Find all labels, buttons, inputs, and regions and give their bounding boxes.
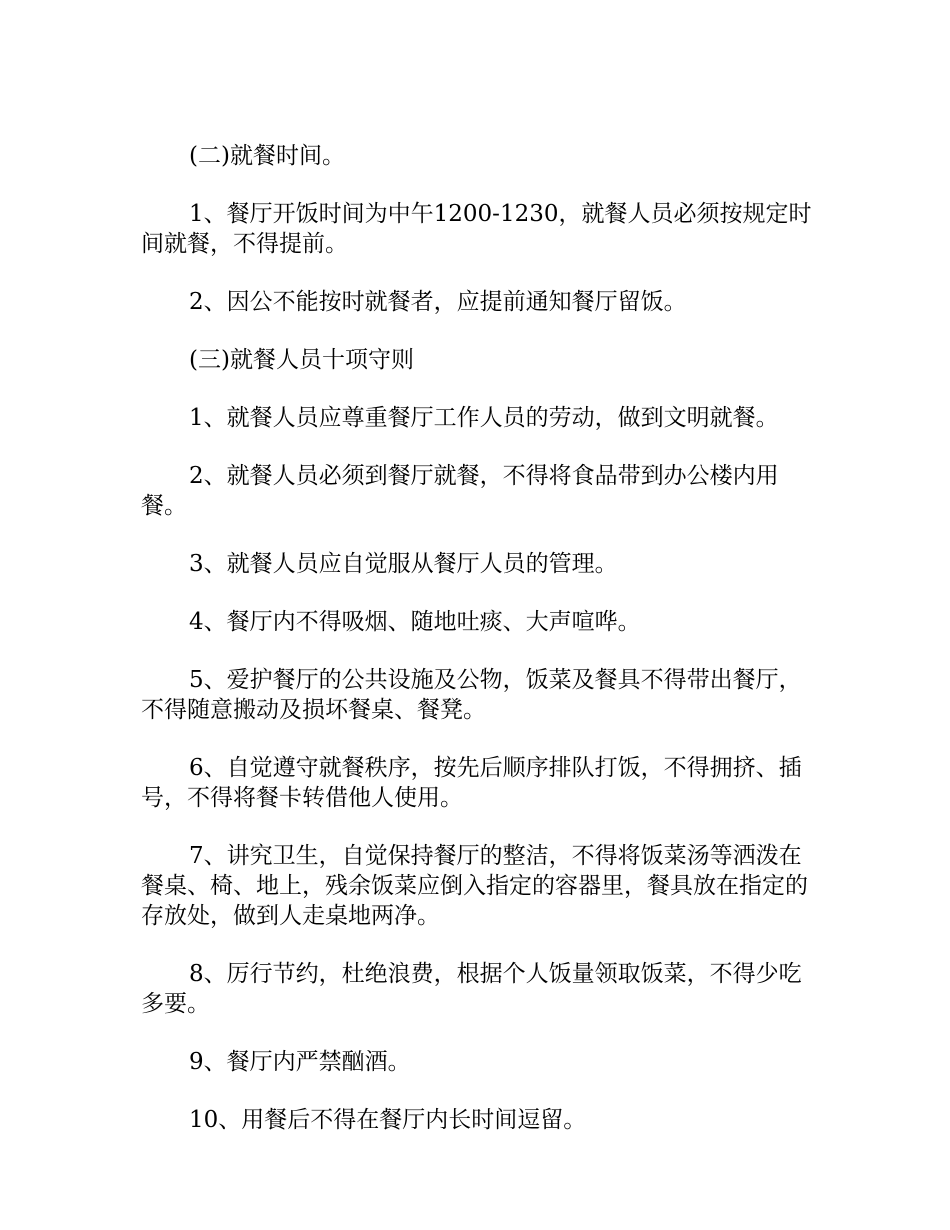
paragraph-reserve-meal: 2、因公不能按时就餐者，应提前通知餐厅留饭。 (189, 289, 687, 315)
rule-item-2: 2、就餐人员必须到餐厅就餐，不得将食品带到办公楼内用餐。 (141, 463, 779, 519)
rule-item-9: 9、餐厅内严禁酗酒。 (189, 1049, 411, 1075)
rule-item-3: 3、就餐人员应自觉服从餐厅人员的管理。 (189, 551, 618, 577)
rule-item-5: 5、爱护餐厅的公共设施及公物，饭菜及餐具不得带出餐厅，不得随意搬动及损坏餐桌、餐凳。 (141, 667, 802, 723)
rule-item-1: 1、就餐人员应尊重餐厅工作人员的劳动，做到文明就餐。 (189, 405, 779, 431)
rule-item-8: 8、厉行节约，杜绝浪费，根据个人饭量领取饭菜，不得少吃多要。 (141, 961, 802, 1017)
section-heading-dining-time: (二)就餐时间。 (189, 143, 345, 169)
rule-item-10: 10、用餐后不得在餐厅内长时间逗留。 (189, 1107, 587, 1133)
section-heading-ten-rules: (三)就餐人员十项守则 (189, 347, 414, 373)
document-page (141, 141, 821, 1163)
rule-item-4: 4、餐厅内不得吸烟、随地吐痰、大声喧哗。 (189, 609, 641, 635)
rule-item-6: 6、自觉遵守就餐秩序，按先后顺序排队打饭，不得拥挤、插号，不得将餐卡转借他人使用。 (141, 755, 802, 811)
paragraph-meal-hours: 1、餐厅开饭时间为中午1200-1230，就餐人员必须按规定时间就餐，不得提前。 (141, 201, 812, 257)
rule-item-7: 7、讲究卫生，自觉保持餐厅的整洁，不得将饭菜汤等洒泼在餐桌、椅、地上，残余饭菜应倒入指定的容器里，餐具放在指定的存放处，做到人走桌地两净。 (141, 843, 808, 929)
